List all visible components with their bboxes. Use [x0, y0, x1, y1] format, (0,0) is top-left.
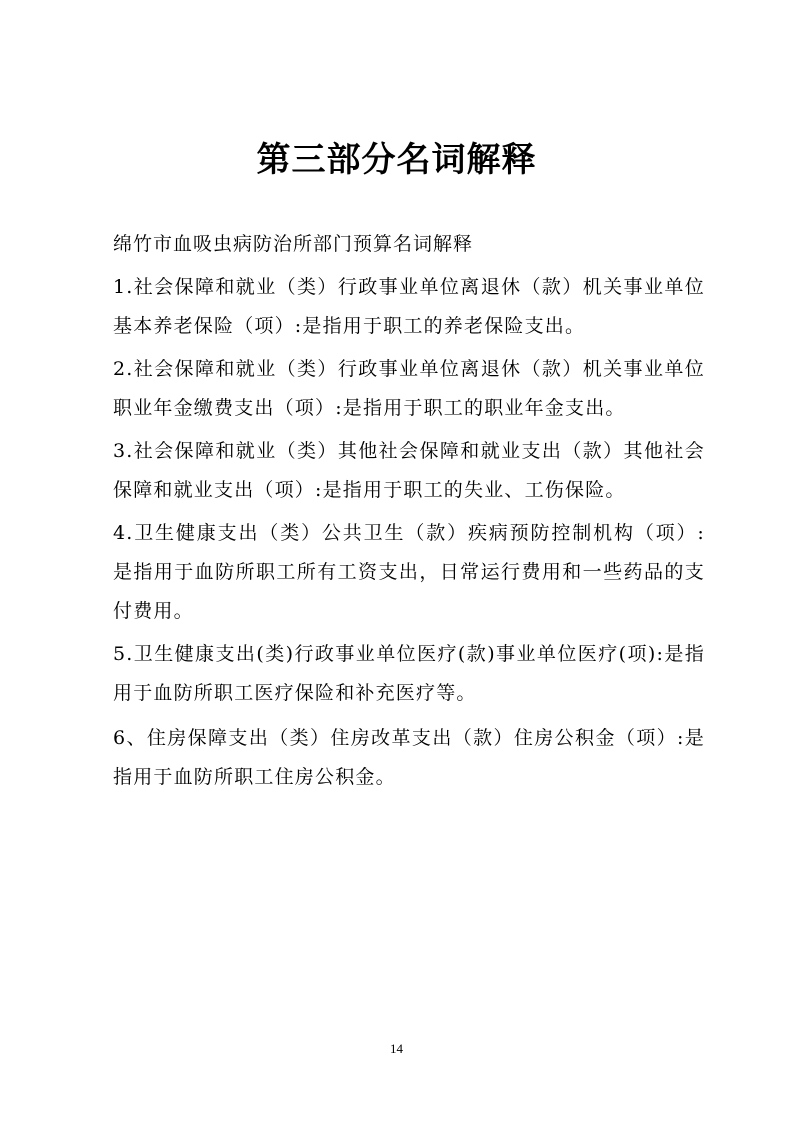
page-title: 第三部分名词解释 [256, 140, 537, 180]
definition-item-6: 6、住房保障支出（类）住房改革支出（款）住房公积金（项）:是指用于血防所职工住房公积金。 [113, 727, 705, 788]
definition-item-1: 1.社会保障和就业（类）行政事业单位离退休（款）机关事业单位基本养老保险（项）:是指用于职工的养老保险支出。 [113, 276, 705, 337]
definition-item-2: 2.社会保障和就业（类）行政事业单位离退休（款）机关事业单位职业年金缴费支出（项）:是指用于职工的职业年金支出。 [113, 358, 705, 419]
page-number: 14 [390, 1041, 403, 1056]
definition-item-4: 4.卫生健康支出（类）公共卫生（款）疾病预防控制机构（项）:是指用于血防所职工所有工资支出，日常运行费用和一些药品的支付费用。 [113, 522, 705, 622]
definition-item-3: 3.社会保障和就业（类）其他社会保障和就业支出（款）其他社会保障和就业支出（项）:是指用于职工的失业、工伤保险。 [113, 440, 705, 501]
definition-item-5: 5.卫生健康支出(类)行政事业单位医疗(款)事业单位医疗(项):是指用于血防所职工医疗保险和补充医疗等。 [113, 643, 705, 704]
document-body [113, 226, 705, 801]
section-subtitle: 绵竹市血吸虫病防治所部门预算名词解释 [113, 233, 474, 255]
